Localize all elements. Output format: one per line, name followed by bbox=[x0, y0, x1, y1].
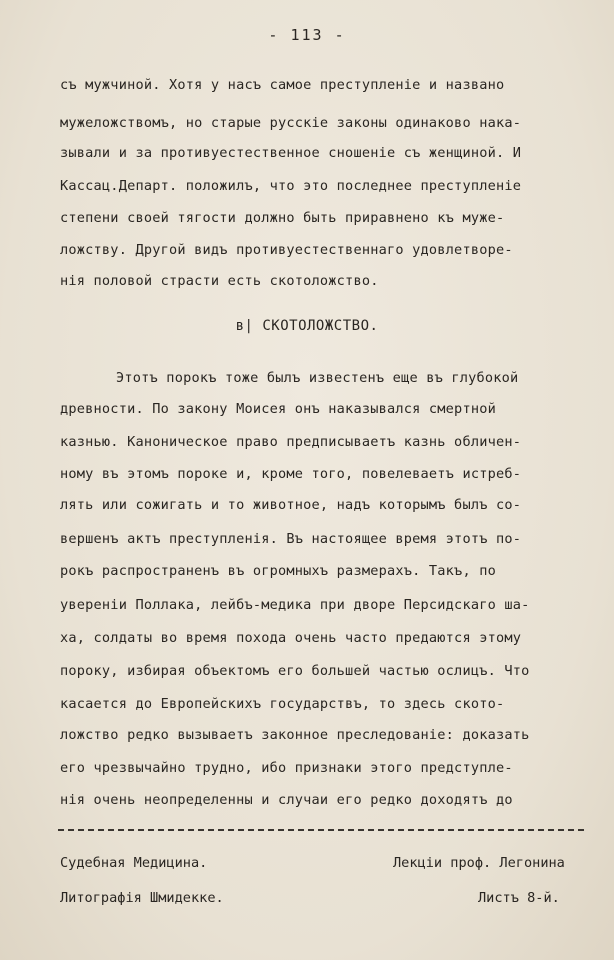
text-line: казнью. Каноническое право предписываетъ казнь обличен- bbox=[60, 434, 522, 450]
text-line: его чрезвычайно трудно, ибо признаки этого предступле- bbox=[60, 760, 513, 776]
text-line: лять или сожигать и то животное, надъ которымъ былъ со- bbox=[60, 497, 522, 513]
page-number: - 113 - bbox=[268, 26, 346, 44]
section-heading: в| СКОТОЛОЖСТВО. bbox=[235, 318, 379, 334]
text-line: вершенъ актъ преступленія. Въ настоящее время этотъ по- bbox=[60, 531, 522, 547]
text-line: мужеложствомъ, но старые русскіе законы одинаково нака- bbox=[60, 115, 522, 131]
text-line: древности. По закону Моисея онъ наказывался смертной bbox=[60, 401, 496, 417]
text-line: ложство редко вызываетъ законное преследованіе: доказать bbox=[60, 727, 530, 743]
footer-printer: Литографія Шмидекке. bbox=[60, 890, 224, 906]
text-line: нія половой страсти есть скотоложство. bbox=[60, 273, 379, 289]
text-line: ха, солдаты во время похода очень часто предаются этому bbox=[60, 630, 522, 646]
text-line: рокъ распространенъ въ огромныхъ размерахъ. Такъ, по bbox=[60, 563, 496, 579]
text-line: Этотъ порокъ тоже былъ известенъ еще въ глубокой bbox=[116, 370, 519, 386]
text-line: увереніи Поллака, лейбъ-медика при дворе Персидскаго ша- bbox=[60, 597, 530, 613]
text-line: съ мужчиной. Хотя у насъ самое преступленіе и названо bbox=[60, 77, 505, 93]
footer-lecturer: Лекціи проф. Легонина bbox=[393, 855, 565, 871]
text-line: степени своей тягости должно быть приравнено къ муже- bbox=[60, 210, 505, 226]
footer-sheet: Листъ 8-й. bbox=[478, 890, 560, 906]
text-line: Кассац.Департ. положилъ, что это последнее преступленіе bbox=[60, 178, 522, 194]
footer-divider bbox=[58, 829, 584, 831]
footer-course: Судебная Медицина. bbox=[60, 855, 208, 871]
text-line: ному въ этомъ пороке и, кроме того, повелеваетъ истреб- bbox=[60, 466, 522, 482]
text-line: пороку, избирая объектомъ его большей частью ослицъ. Что bbox=[60, 663, 530, 679]
text-line: зывали и за противуестественное сношеніе съ женщиной. И bbox=[60, 145, 522, 161]
text-line: нія очень неопределенны и случаи его редко доходятъ до bbox=[60, 792, 513, 808]
text-line: ложству. Другой видъ противуестественнаго удовлетворе- bbox=[60, 242, 513, 258]
text-line: касается до Европейскихъ государствъ, то здесь ското- bbox=[60, 696, 505, 712]
